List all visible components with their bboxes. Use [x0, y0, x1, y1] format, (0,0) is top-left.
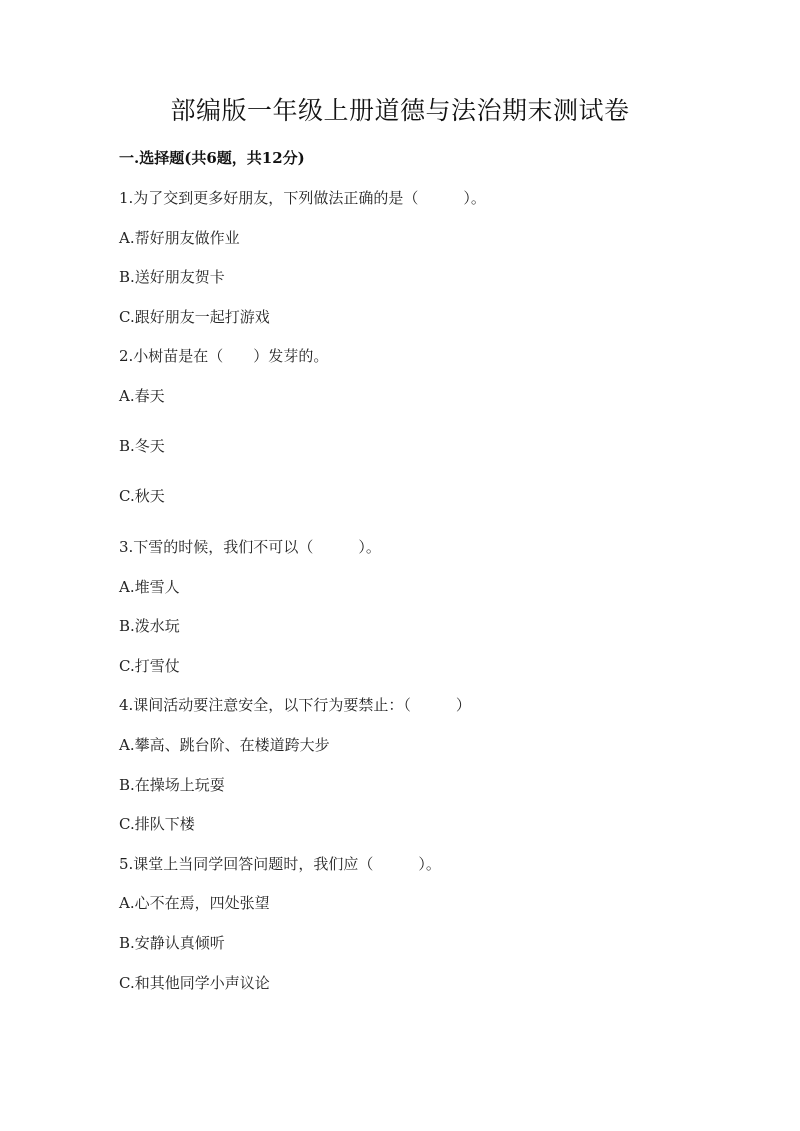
- option-c: C.排队下楼: [119, 815, 195, 833]
- option-a: A.堆雪人: [119, 578, 180, 596]
- question-stem: 3.下雪的时候，我们不可以（ ）。: [119, 538, 381, 556]
- question-stem: 1.为了交到更多好朋友，下列做法正确的是（ ）。: [119, 189, 486, 207]
- option-b: B.在操场上玩耍: [119, 776, 225, 794]
- option-c: C.秋天: [119, 487, 165, 505]
- option-c: C.跟好朋友一起打游戏: [119, 308, 270, 326]
- question-stem: 2.小树苗是在（ ）发芽的。: [119, 347, 329, 365]
- option-a: A.春天: [119, 387, 165, 405]
- section-heading: 一.选择题(共6题，共12分): [119, 149, 305, 167]
- option-a: A.帮好朋友做作业: [119, 229, 240, 247]
- option-a: A.攀高、跳台阶、在楼道跨大步: [119, 736, 330, 754]
- option-c: C.打雪仗: [119, 657, 180, 675]
- question-stem: 5.课堂上当同学回答问题时，我们应（ ）。: [119, 855, 441, 873]
- option-b: B.冬天: [119, 437, 165, 455]
- option-b: B.送好朋友贺卡: [119, 268, 225, 286]
- question-stem: 4.课间活动要注意安全，以下行为要禁止：（ ）: [119, 696, 471, 714]
- option-b: B.泼水玩: [119, 617, 180, 635]
- option-a: A.心不在焉，四处张望: [119, 894, 270, 912]
- option-b: B.安静认真倾听: [119, 934, 225, 952]
- page-title: 部编版一年级上册道德与法治期末测试卷: [170, 96, 630, 125]
- option-c: C.和其他同学小声议论: [119, 974, 270, 992]
